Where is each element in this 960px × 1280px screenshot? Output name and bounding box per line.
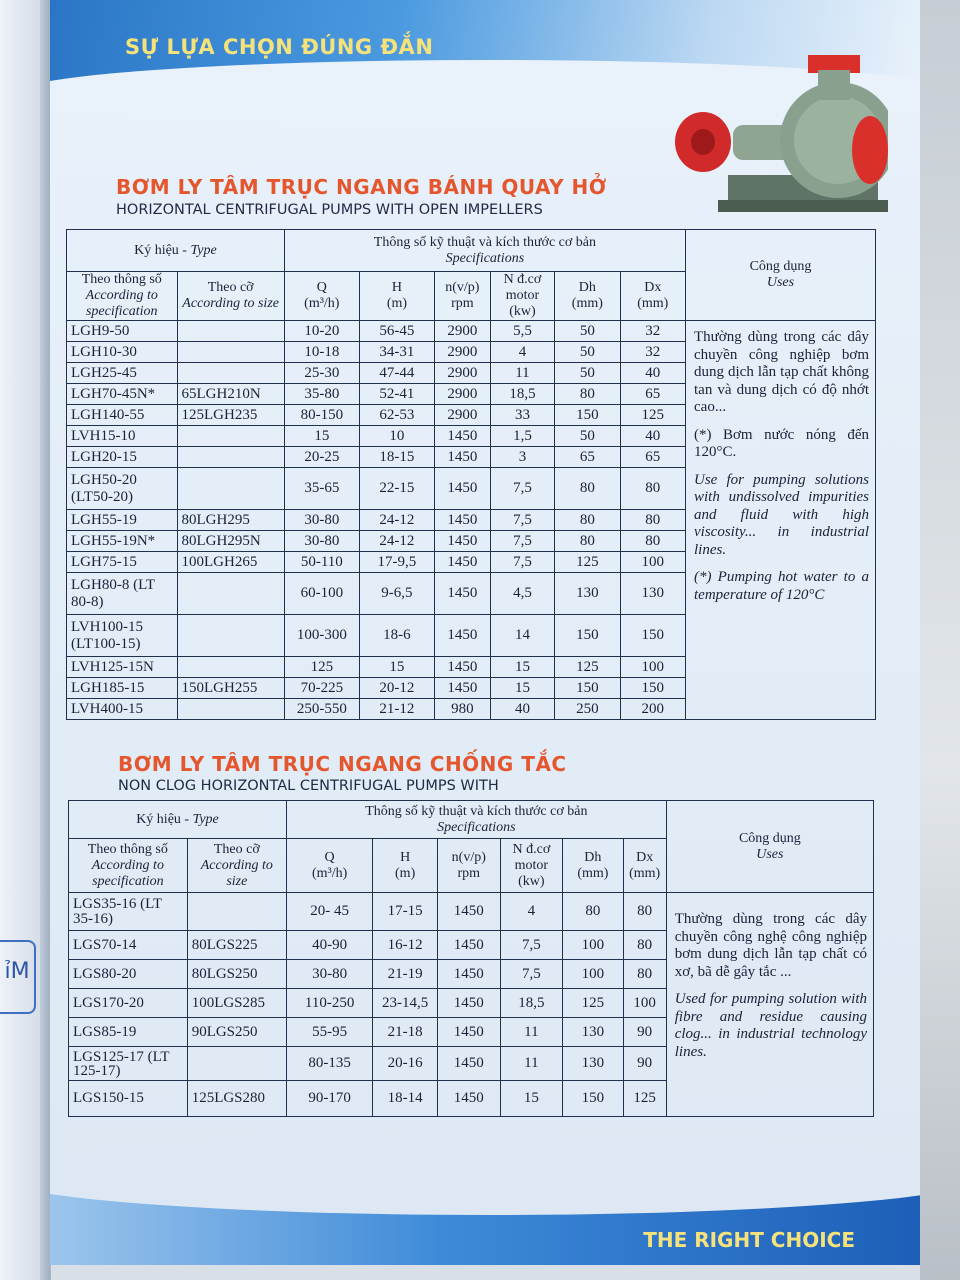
cell-size: 100LGH265	[177, 552, 284, 573]
cell-type: LVH400-15	[67, 699, 178, 720]
page-spine	[40, 0, 50, 1280]
cell-uses_vi: Công dụng	[738, 830, 801, 846]
cell-dh_unit: (mm)	[577, 865, 609, 881]
cell-spec_vi: Thông số kỹ thuật và kích thước cơ bản	[365, 803, 588, 819]
cell-nmotor: N đ.cơ motor	[503, 272, 542, 303]
cell-dh: 100	[563, 931, 623, 960]
cell-uses_vi: Thường dùng trong các dây chuyền công nghệ công nghiệp bơm dung dịch lẫn tạp chất có xơ, bã dễ gây tắc ...	[674, 911, 867, 980]
cell-n: 1450	[434, 657, 490, 678]
table-surface	[920, 0, 960, 1280]
cell-dx: 80	[623, 960, 666, 989]
cell-dx: 40	[620, 363, 685, 384]
cell-q: 10-20	[284, 321, 359, 342]
cell-type: LGH10-30	[67, 342, 178, 363]
cell-size	[177, 426, 284, 447]
cell-dx: 65	[620, 447, 685, 468]
cell-size: 80LGH295	[177, 510, 284, 531]
cell-dx: Dx	[644, 280, 662, 295]
cell-uses_en: Used for pumping solution with fibre and residue causing clog... in industrial technology lines.	[674, 991, 867, 1060]
cell-dx: 90	[623, 1018, 666, 1047]
stamp-mark: ỉM	[0, 940, 36, 1014]
cell-p: 11	[490, 363, 554, 384]
cell-uses_en_note: (*) Pumping hot water to a temperature of 120°C	[694, 569, 869, 603]
cell-size: 80LGS250	[187, 960, 286, 989]
cell-size: 150LGH255	[177, 678, 284, 699]
cell-uses_vi_note: (*) Bơm nước nóng đến 120°C.	[694, 426, 869, 460]
cell-n_unit: rpm	[457, 865, 481, 881]
cell-q: 90-170	[286, 1081, 372, 1117]
footer-title: THE RIGHT CHOICE	[643, 1228, 855, 1252]
cell-h: 16-12	[373, 931, 438, 960]
cell-p: 15	[490, 678, 554, 699]
cell-q: 15	[284, 426, 359, 447]
cell-dh: 50	[555, 426, 620, 447]
cell-q: 60-100	[284, 573, 359, 615]
cell-type: LGS125-17 (LT 125-17)	[69, 1047, 188, 1081]
cell-size	[187, 893, 286, 931]
cell-size	[177, 699, 284, 720]
cell-dx: 100	[623, 989, 666, 1018]
header-title: SỰ LỰA CHỌN ĐÚNG ĐẮN	[125, 35, 434, 59]
cell-h: 24-12	[359, 531, 434, 552]
specifications-header	[286, 801, 666, 839]
cell-n: 2900	[434, 405, 490, 426]
cell-dh_unit: (mm)	[571, 296, 603, 311]
cell-by_spec_vi: Theo thông số	[87, 841, 168, 857]
cell-p: 7,5	[490, 531, 554, 552]
cell-q_unit: (m³/h)	[311, 865, 348, 881]
cell-dx: 150	[620, 678, 685, 699]
pump-image	[658, 50, 888, 230]
cell-n: 1450	[434, 678, 490, 699]
cell-p: 15	[500, 1081, 563, 1117]
cell-h: 24-12	[359, 510, 434, 531]
cell-q: 250-550	[284, 699, 359, 720]
cell-q: 20-25	[284, 447, 359, 468]
cell-uses_en: Uses	[766, 275, 795, 290]
cell-q: 110-250	[286, 989, 372, 1018]
cell-q: Q	[324, 849, 335, 865]
cell-spec_vi: Thông số kỹ thuật và kích thước cơ bản	[373, 234, 597, 250]
cell-h: 18-15	[359, 447, 434, 468]
cell-h: 18-6	[359, 615, 434, 657]
cell-dh: 50	[555, 342, 620, 363]
dx-header	[620, 272, 685, 321]
cell-p: 40	[490, 699, 554, 720]
cell-by_size_vi: Theo cỡ	[207, 280, 254, 295]
cell-p: 7,5	[500, 960, 563, 989]
cell-type: LGH75-15	[67, 552, 178, 573]
cell-h: 17-15	[373, 893, 438, 931]
cell-type: LVH125-15N	[67, 657, 178, 678]
dh-header	[555, 272, 620, 321]
cell-n: 1450	[438, 1047, 501, 1081]
cell-q_unit: (m³/h)	[304, 296, 340, 311]
cell-type: LGH70-45N*	[67, 384, 178, 405]
motor-power-header	[500, 839, 563, 893]
cell-type: LGS150-15	[69, 1081, 188, 1117]
cell-n: 980	[434, 699, 490, 720]
cell-p: 4,5	[490, 573, 554, 615]
cell-dh: 130	[555, 573, 620, 615]
cell-dh: 150	[555, 405, 620, 426]
cell-h_unit: (m)	[386, 296, 408, 311]
cell-dx: Dx	[636, 849, 654, 865]
cell-dh: 130	[563, 1047, 623, 1081]
cell-dx: 130	[620, 573, 685, 615]
cell-p: 11	[500, 1047, 563, 1081]
cell-type: LVH15-10	[67, 426, 178, 447]
cell-dh: 80	[555, 531, 620, 552]
cell-n: 1450	[434, 468, 490, 510]
cell-h: 56-45	[359, 321, 434, 342]
cell-nmotor: N đ.cơ motor	[512, 841, 551, 873]
cell-q: 125	[284, 657, 359, 678]
cell-type: LGH55-19	[67, 510, 178, 531]
cell-dx: 65	[620, 384, 685, 405]
cell-n: 2900	[434, 384, 490, 405]
cell-size	[187, 1047, 286, 1081]
cell-type_en: Type	[192, 811, 219, 827]
by-spec-header	[67, 272, 178, 321]
cell-dh: 125	[563, 989, 623, 1018]
section2-title: BƠM LY TÂM TRỤC NGANG CHỐNG TẮC	[118, 752, 567, 776]
cell-spec_en: Specifications	[437, 819, 516, 835]
cell-h_unit: (m)	[395, 865, 416, 881]
cell-type: LGS170-20	[69, 989, 188, 1018]
cell-dh: 50	[555, 321, 620, 342]
cell-type: LGH20-15	[67, 447, 178, 468]
cell-dx: 125	[620, 405, 685, 426]
cell-dh: 80	[555, 468, 620, 510]
cell-n: 1450	[438, 1018, 501, 1047]
rpm-header	[434, 272, 490, 321]
cell-dh: 150	[555, 615, 620, 657]
cell-size	[177, 321, 284, 342]
cell-p: 15	[490, 657, 554, 678]
cell-dh: 80	[555, 510, 620, 531]
cell-n: 1450	[438, 1081, 501, 1117]
cell-h: 22-15	[359, 468, 434, 510]
cell-size: 125LGH235	[177, 405, 284, 426]
cell-n: 1450	[434, 531, 490, 552]
cell-p: 7,5	[490, 552, 554, 573]
cell-p: 33	[490, 405, 554, 426]
cell-dx: 80	[623, 893, 666, 931]
table-row	[67, 321, 876, 342]
open-impeller-pumps-table	[66, 229, 876, 720]
cell-dh: 80	[563, 893, 623, 931]
section1-subtitle: HORIZONTAL CENTRIFUGAL PUMPS WITH OPEN IMPELLERS	[116, 202, 543, 218]
cell-q: 35-80	[284, 384, 359, 405]
cell-q: Q	[316, 280, 327, 295]
specifications-header	[284, 230, 685, 272]
cell-h: 21-19	[373, 960, 438, 989]
cell-size	[177, 573, 284, 615]
q-header	[284, 272, 359, 321]
cell-h: H	[400, 849, 411, 865]
cell-dh: 125	[555, 552, 620, 573]
cell-type: LGH55-19N*	[67, 531, 178, 552]
cell-nmotor_unit: (kw)	[518, 873, 545, 889]
cell-h: 52-41	[359, 384, 434, 405]
cell-p: 7,5	[490, 510, 554, 531]
cell-q: 30-80	[286, 960, 372, 989]
uses-header	[686, 230, 876, 321]
cell-p: 7,5	[490, 468, 554, 510]
cell-dx: 100	[620, 552, 685, 573]
cell-n: 1450	[438, 989, 501, 1018]
cell-by_spec_en: According to specification	[91, 857, 164, 889]
cell-n: 1450	[434, 447, 490, 468]
cell-uses_vi: Công dụng	[749, 259, 812, 274]
cell-q: 80-135	[286, 1047, 372, 1081]
cell-h: 20-12	[359, 678, 434, 699]
cell-n: 1450	[434, 573, 490, 615]
cell-size: 80LGH295N	[177, 531, 284, 552]
cell-type: LGS80-20	[69, 960, 188, 989]
cell-p: 14	[490, 615, 554, 657]
cell-dx: 40	[620, 426, 685, 447]
cell-uses_en: Uses	[756, 846, 784, 862]
cell-q: 30-80	[284, 531, 359, 552]
cell-dh: 65	[555, 447, 620, 468]
left-page-edge	[0, 0, 51, 1280]
cell-h: 18-14	[373, 1081, 438, 1117]
by-size-header	[177, 272, 284, 321]
cell-uses_en: Use for pumping solutions with undissolved impurities and fluid with high viscosity... in industrial lines.	[694, 471, 869, 558]
cell-q: 35-65	[284, 468, 359, 510]
cell-size: 125LGS280	[187, 1081, 286, 1117]
cell-type: LVH100-15 (LT100-15)	[67, 615, 178, 657]
cell-q: 70-225	[284, 678, 359, 699]
table-row	[69, 893, 874, 931]
cell-n: 2900	[434, 363, 490, 384]
cell-dx: 80	[623, 931, 666, 960]
cell-size	[177, 657, 284, 678]
cell-h: 21-12	[359, 699, 434, 720]
type-header	[69, 801, 287, 839]
cell-type: LGH50-20 (LT50-20)	[67, 468, 178, 510]
cell-q: 25-30	[284, 363, 359, 384]
cell-q: 20- 45	[286, 893, 372, 931]
cell-h: 47-44	[359, 363, 434, 384]
cell-n: 1450	[438, 931, 501, 960]
cell-p: 11	[500, 1018, 563, 1047]
dh-header	[563, 839, 623, 893]
cell-dx: 200	[620, 699, 685, 720]
cell-by_size_en: According to size	[200, 857, 273, 889]
cell-h: 21-18	[373, 1018, 438, 1047]
cell-type: LGS35-16 (LT 35-16)	[69, 893, 188, 931]
cell-n: 1450	[434, 552, 490, 573]
cell-dx: 90	[623, 1047, 666, 1081]
cell-q: 55-95	[286, 1018, 372, 1047]
q-header	[286, 839, 372, 893]
cell-n: n(v/p)	[451, 849, 486, 865]
cell-dh: 150	[563, 1081, 623, 1117]
cell-dh: 80	[555, 384, 620, 405]
cell-dx: 80	[620, 531, 685, 552]
cell-dx: 32	[620, 342, 685, 363]
cell-dh: 150	[555, 678, 620, 699]
cell-size	[177, 615, 284, 657]
cell-h: 10	[359, 426, 434, 447]
cell-spec_en: Specifications	[445, 250, 525, 266]
cell-uses_vi: Thường dùng trong các dây chuyền công nghiệp bơm dung dịch lẫn tạp chất không tan và dung dịch có độ nhớt cao...	[694, 329, 869, 415]
cell-dx: 150	[620, 615, 685, 657]
cell-dh: 50	[555, 363, 620, 384]
by-size-header	[187, 839, 286, 893]
cell-q: 40-90	[286, 931, 372, 960]
cell-type_vi: Ký hiệu -	[136, 811, 193, 827]
cell-h: 20-16	[373, 1047, 438, 1081]
cell-size	[177, 468, 284, 510]
cell-size: 80LGS225	[187, 931, 286, 960]
cell-dx: 125	[623, 1081, 666, 1117]
cell-q: 50-110	[284, 552, 359, 573]
cell-size: 90LGS250	[187, 1018, 286, 1047]
cell-n: 2900	[434, 342, 490, 363]
cell-dh: 250	[555, 699, 620, 720]
cell-size	[177, 342, 284, 363]
cell-p: 1,5	[490, 426, 554, 447]
cell-type: LGH80-8 (LT 80-8)	[67, 573, 178, 615]
uses-description	[666, 893, 873, 1117]
section1-title: BƠM LY TÂM TRỤC NGANG BÁNH QUAY HỞ	[116, 175, 607, 199]
cell-dx: 80	[620, 510, 685, 531]
footer-band	[50, 1180, 920, 1265]
cell-p: 7,5	[500, 931, 563, 960]
cell-p: 5,5	[490, 321, 554, 342]
uses-header	[666, 801, 873, 893]
cell-n: 1450	[434, 510, 490, 531]
h-header	[359, 272, 434, 321]
cell-dh: 130	[563, 1018, 623, 1047]
cell-n_unit: rpm	[451, 296, 474, 311]
cell-size	[177, 363, 284, 384]
cell-type: LGH140-55	[67, 405, 178, 426]
cell-p: 4	[490, 342, 554, 363]
cell-h: 62-53	[359, 405, 434, 426]
cell-q: 30-80	[284, 510, 359, 531]
type-header	[67, 230, 285, 272]
cell-n: 1450	[438, 960, 501, 989]
cell-type: LGH185-15	[67, 678, 178, 699]
cell-type: LGS70-14	[69, 931, 188, 960]
cell-by_size_vi: Theo cỡ	[213, 841, 260, 857]
cell-dh: 125	[555, 657, 620, 678]
cell-p: 18,5	[490, 384, 554, 405]
cell-dh: 100	[563, 960, 623, 989]
cell-h: 23-14,5	[373, 989, 438, 1018]
cell-p: 4	[500, 893, 563, 931]
cell-n: n(v/p)	[445, 280, 480, 295]
cell-size	[177, 447, 284, 468]
cell-h: H	[391, 280, 402, 295]
motor-power-header	[490, 272, 554, 321]
cell-dh: Dh	[578, 280, 596, 295]
cell-n: 2900	[434, 321, 490, 342]
non-clog-pumps-table	[68, 800, 874, 1117]
cell-p: 3	[490, 447, 554, 468]
cell-q: 100-300	[284, 615, 359, 657]
cell-by_size_en: According to size	[182, 296, 279, 311]
cell-h: 9-6,5	[359, 573, 434, 615]
section2-subtitle: NON CLOG HORIZONTAL CENTRIFUGAL PUMPS WITH	[118, 778, 499, 794]
cell-q: 80-150	[284, 405, 359, 426]
cell-nmotor_unit: (kw)	[509, 304, 536, 319]
cell-dx_unit: (mm)	[629, 865, 661, 881]
cell-type_vi: Ký hiệu -	[134, 242, 191, 258]
by-spec-header	[69, 839, 188, 893]
cell-type: LGH25-45	[67, 363, 178, 384]
cell-size: 100LGS285	[187, 989, 286, 1018]
cell-dx: 100	[620, 657, 685, 678]
cell-dx: 80	[620, 468, 685, 510]
cell-by_spec_en: According to specification	[85, 288, 158, 319]
cell-h: 34-31	[359, 342, 434, 363]
cell-n: 1450	[438, 893, 501, 931]
cell-p: 18,5	[500, 989, 563, 1018]
rpm-header	[438, 839, 501, 893]
cell-type: LGH9-50	[67, 321, 178, 342]
cell-type: LGS85-19	[69, 1018, 188, 1047]
cell-type_en: Type	[190, 242, 217, 258]
dx-header	[623, 839, 666, 893]
cell-dx: 32	[620, 321, 685, 342]
cell-n: 1450	[434, 426, 490, 447]
cell-h: 17-9,5	[359, 552, 434, 573]
cell-dx_unit: (mm)	[637, 296, 669, 311]
cell-h: 15	[359, 657, 434, 678]
uses-description	[686, 321, 876, 720]
cell-by_spec_vi: Theo thông số	[81, 272, 162, 287]
cell-dh: Dh	[584, 849, 602, 865]
h-header	[373, 839, 438, 893]
cell-size: 65LGH210N	[177, 384, 284, 405]
cell-q: 10-18	[284, 342, 359, 363]
cell-n: 1450	[434, 615, 490, 657]
